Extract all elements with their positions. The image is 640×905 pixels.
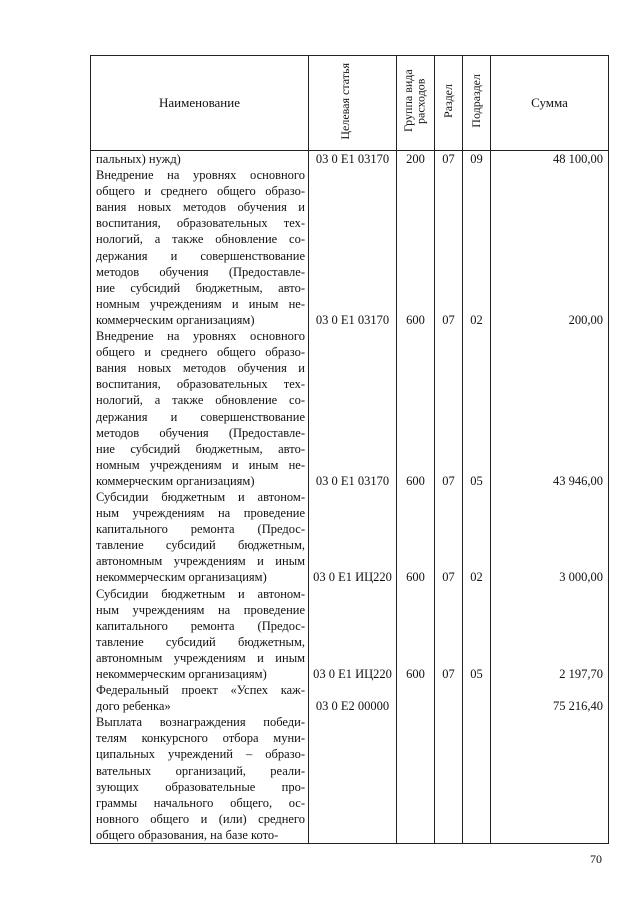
row-sum-value: 2 197,70 <box>559 667 603 682</box>
row-name-line: общего и среднего общего образо- <box>96 345 305 360</box>
row-group-code <box>397 151 435 168</box>
row-section <box>435 714 463 843</box>
row-name-line: коммерческим организациям) <box>96 312 255 327</box>
row-target-code-value: 03 0 Е2 00000 <box>315 699 390 714</box>
row-target-code <box>309 682 397 714</box>
row-sum <box>491 489 609 586</box>
row-name <box>91 586 309 683</box>
row-subsection-value: 02 <box>470 312 483 327</box>
row-section <box>435 151 463 168</box>
row-name-line: нологий, а также обновление со- <box>96 393 305 408</box>
table-row <box>91 151 609 168</box>
table-header-row <box>91 56 609 151</box>
row-name <box>91 714 309 843</box>
row-subsection <box>463 714 491 843</box>
row-group-code <box>397 682 435 714</box>
row-subsection <box>463 328 491 489</box>
header-subsection: Подраздел <box>463 56 491 151</box>
row-section <box>435 167 463 328</box>
header-group: Группа вида расходов <box>397 56 435 151</box>
row-name <box>91 489 309 586</box>
row-name-line: дого ребенка» <box>96 699 171 714</box>
row-section <box>435 586 463 683</box>
row-subsection-value: 09 <box>470 152 483 166</box>
row-target-code-value: 03 0 Е1 ИЦ220 <box>313 570 392 585</box>
row-name-line: ципальных учреждений – образо- <box>96 747 305 762</box>
row-name-line: тавление субсидий бюджетным, <box>96 538 305 553</box>
row-name-line: общего и среднего общего образо- <box>96 184 305 199</box>
row-section <box>435 328 463 489</box>
row-subsection <box>463 682 491 714</box>
row-name-line: ние субсидий бюджетным, авто- <box>96 280 305 295</box>
page-number: 70 <box>590 852 602 866</box>
row-target-code <box>309 714 397 843</box>
row-name-line: ным учреждениям на проведение <box>96 602 305 617</box>
row-name-line: номным учреждениям и иным не- <box>96 457 305 472</box>
row-subsection-value: 05 <box>470 667 483 682</box>
row-group-code <box>397 489 435 586</box>
row-name-line: пальных) нужд) <box>96 152 181 166</box>
row-name <box>91 151 309 168</box>
table-row <box>91 586 609 683</box>
row-sum <box>491 328 609 489</box>
table-row <box>91 714 609 843</box>
row-name-line: новного общего и (или) среднего <box>96 811 305 826</box>
row-subsection <box>463 151 491 168</box>
row-name-line: нологий, а также обновление со- <box>96 232 305 247</box>
row-name-line: номным учреждениям и иным не- <box>96 296 305 311</box>
row-section <box>435 489 463 586</box>
row-name-line: Субсидии бюджетным и автоном- <box>96 586 305 601</box>
row-name-line: ным учреждениям на проведение <box>96 506 305 521</box>
row-name-line: коммерческим организациям) <box>96 473 255 488</box>
header-target: Целевая статья <box>309 56 397 151</box>
row-name-line: вания новых методов обучения и <box>96 200 305 215</box>
row-sum-value: 43 946,00 <box>553 473 603 488</box>
table-row <box>91 328 609 489</box>
row-sum-value: 3 000,00 <box>559 570 603 585</box>
row-name <box>91 682 309 714</box>
row-name-line: воспитания, образовательных тех- <box>96 377 305 392</box>
row-name-line: вательных организаций, реали- <box>96 763 305 778</box>
row-group-code <box>397 167 435 328</box>
row-section <box>435 682 463 714</box>
row-target-code-value: 03 0 Е1 03170 <box>315 312 390 327</box>
row-subsection <box>463 167 491 328</box>
row-name-line: граммы начального общего, ос- <box>96 795 305 810</box>
row-name-line: автономным учреждениям и иным <box>96 554 305 569</box>
row-subsection-value: 05 <box>470 473 483 488</box>
row-sum-value: 200,00 <box>568 312 603 327</box>
row-name-line: Субсидии бюджетным и автоном- <box>96 489 305 504</box>
row-name <box>91 167 309 328</box>
header-name: Наименование <box>91 56 309 151</box>
row-target-code <box>309 586 397 683</box>
row-group-code-value: 600 <box>406 473 425 488</box>
row-subsection <box>463 586 491 683</box>
budget-table <box>90 55 609 844</box>
row-target-code <box>309 489 397 586</box>
row-group-code-value: 600 <box>406 570 425 585</box>
row-target-code <box>309 151 397 168</box>
row-name-line: капитального ремонта (Предос- <box>96 522 305 537</box>
row-section-value: 07 <box>442 473 455 488</box>
row-name-line: методов обучения (Предоставле- <box>96 425 305 440</box>
row-target-code-value: 03 0 Е1 03170 <box>315 152 390 166</box>
row-subsection-value: 02 <box>470 570 483 585</box>
row-section-value: 07 <box>442 152 455 166</box>
row-sum <box>491 167 609 328</box>
row-name-line: методов обучения (Предоставле- <box>96 264 305 279</box>
row-name-line: держания и совершенствование <box>96 248 305 263</box>
row-name <box>91 328 309 489</box>
table-row <box>91 682 609 714</box>
row-name-line: Федеральный проект «Успех каж- <box>96 683 305 698</box>
row-group-code-value: 200 <box>406 152 425 166</box>
row-name-line: воспитания, образовательных тех- <box>96 216 305 231</box>
row-sum <box>491 586 609 683</box>
row-name-line: автономным учреждениям и иным <box>96 650 305 665</box>
row-subsection <box>463 489 491 586</box>
row-section-value: 07 <box>442 312 455 327</box>
row-sum <box>491 151 609 168</box>
row-group-code <box>397 714 435 843</box>
row-name-line: некоммерческим организациям) <box>96 570 267 585</box>
row-name-line: зующих образовательные про- <box>96 779 305 794</box>
row-target-code-value: 03 0 Е1 ИЦ220 <box>313 667 392 682</box>
row-name-line: тавление субсидий бюджетным, <box>96 634 305 649</box>
row-section-value: 07 <box>442 667 455 682</box>
row-sum-value: 75 216,40 <box>553 699 603 714</box>
row-name-line: ние субсидий бюджетным, авто- <box>96 441 305 456</box>
row-sum <box>491 682 609 714</box>
row-section-value: 07 <box>442 570 455 585</box>
row-name-line: держания и совершенствование <box>96 409 305 424</box>
row-group-code <box>397 328 435 489</box>
row-name-line: вания новых методов обучения и <box>96 361 305 376</box>
row-name-line: Внедрение на уровнях основного <box>96 329 305 344</box>
row-sum <box>491 714 609 843</box>
table-row <box>91 489 609 586</box>
row-sum-value: 48 100,00 <box>553 152 603 166</box>
row-name-line: Выплата вознаграждения победи- <box>96 715 305 730</box>
row-name-line: телям конкурсного отбора муни- <box>96 731 305 746</box>
row-name-line: Внедрение на уровнях основного <box>96 168 305 183</box>
row-target-code <box>309 328 397 489</box>
row-group-code-value: 600 <box>406 312 425 327</box>
header-section: Раздел <box>435 56 463 151</box>
table-row <box>91 167 609 328</box>
header-sum: Сумма <box>491 56 609 151</box>
row-group-code <box>397 586 435 683</box>
row-name-line: некоммерческим организациям) <box>96 667 267 681</box>
row-target-code-value: 03 0 Е1 03170 <box>315 473 390 488</box>
row-group-code-value: 600 <box>406 667 425 682</box>
row-name-line: общего образования, на базе кото- <box>96 827 279 842</box>
row-name-line: капитального ремонта (Предос- <box>96 618 305 633</box>
row-target-code <box>309 167 397 328</box>
